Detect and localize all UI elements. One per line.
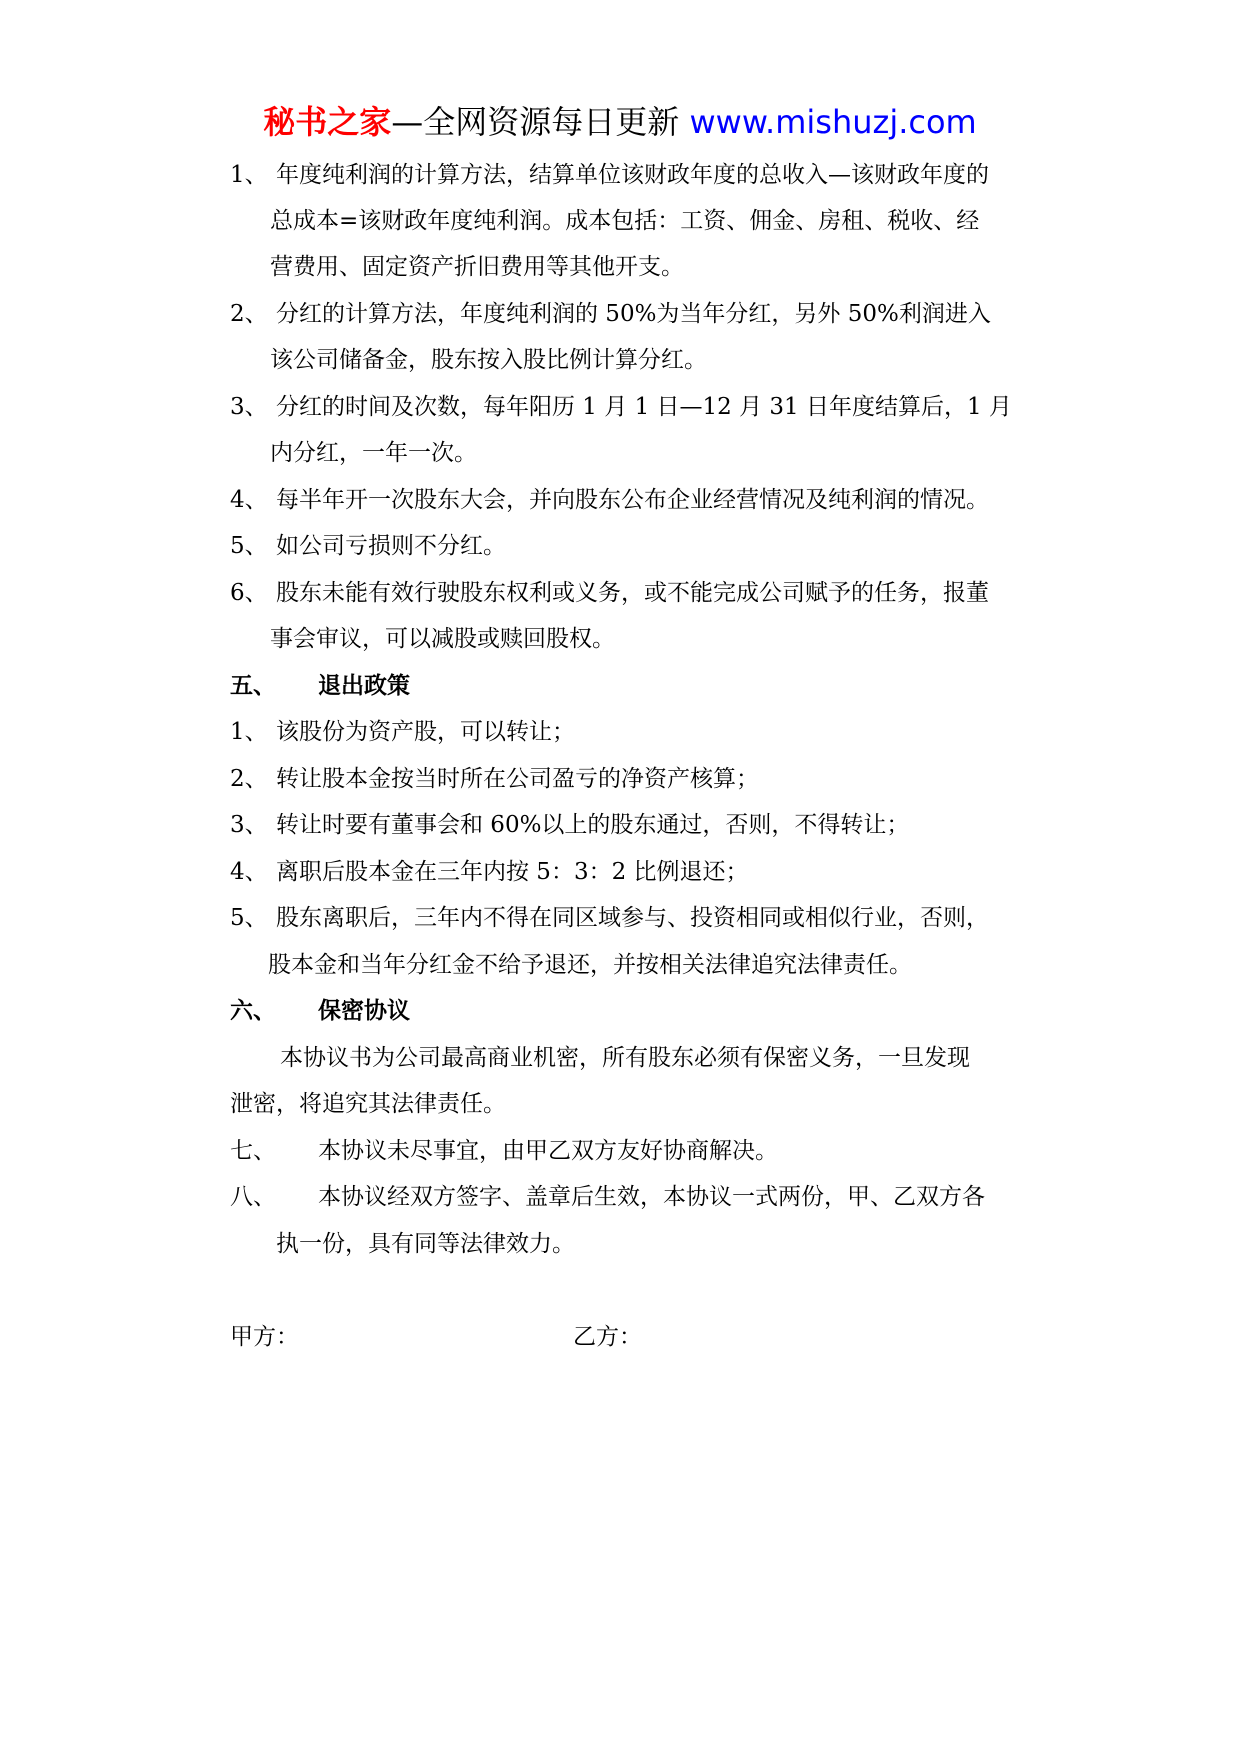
item-number: 3、 (230, 812, 268, 838)
paragraph-line: 执一份，具有同等法律效力。 (276, 1231, 575, 1257)
section-text: 本协议经双方签字、盖章后生效，本协议一式两份，甲、乙双方各 (318, 1184, 985, 1210)
section-number: 八、 (230, 1184, 276, 1210)
item-continuation: 总成本=该财政年度纯利润。成本包括：工资、佣金、房租、税收、经 (270, 208, 980, 234)
item-number: 3、 (230, 394, 268, 420)
item-continuation: 内分红，一年一次。 (270, 440, 477, 466)
item-text: 离职后股本金在三年内按 5：3：2 比例退还； (276, 859, 749, 885)
paragraph-line: 本协议书为公司最高商业机密，所有股东必须有保密义务，一旦发现 (280, 1045, 970, 1071)
item-number: 1、 (230, 719, 268, 745)
item-text: 股东未能有效行驶股东权利或义务，或不能完成公司赋予的任务，报董 (276, 580, 989, 606)
item-text: 年度纯利润的计算方法，结算单位该财政年度的总收入—该财政年度的 (276, 162, 989, 188)
item-text: 转让股本金按当时所在公司盈亏的净资产核算； (276, 766, 759, 792)
section-number: 五、 (230, 672, 276, 699)
section-title: 退出政策 (318, 672, 410, 699)
header-tagline: —全网资源每日更新 (391, 103, 690, 141)
item-text: 分红的时间及次数，每年阳历 1 月 1 日—12 月 31 日年度结算后，1 月 (276, 394, 1012, 420)
party-b-signature: 乙方： (573, 1324, 642, 1350)
item-number: 4、 (230, 487, 268, 513)
item-text: 如公司亏损则不分红。 (276, 533, 506, 559)
item-number: 2、 (230, 301, 268, 327)
item-number: 5、 (230, 905, 268, 931)
watermark-header (0, 100, 1240, 144)
item-continuation: 股本金和当年分红金不给予退还，并按相关法律追究法律责任。 (268, 952, 912, 978)
item-number: 5、 (230, 533, 268, 559)
item-continuation: 该公司储备金，股东按入股比例计算分红。 (270, 347, 707, 373)
section-number: 七、 (230, 1138, 276, 1164)
item-number: 6、 (230, 580, 268, 606)
item-text: 转让时要有董事会和 60%以上的股东通过，否则，不得转让； (276, 812, 910, 838)
item-number: 1、 (230, 162, 268, 188)
item-number: 4、 (230, 859, 268, 885)
party-a-signature: 甲方： (230, 1324, 299, 1350)
item-text: 该股份为资产股，可以转让； (276, 719, 575, 745)
brand-name: 秘书之家 (263, 103, 392, 141)
item-text: 股东离职后，三年内不得在同区域参与、投资相同或相似行业，否则， (276, 905, 989, 931)
item-text: 每半年开一次股东大会，并向股东公布企业经营情况及纯利润的情况。 (276, 487, 989, 513)
section-number: 六、 (230, 997, 276, 1024)
item-continuation: 营费用、固定资产折旧费用等其他开支。 (270, 254, 684, 280)
section-title: 保密协议 (318, 997, 410, 1024)
header-url[interactable]: www.mishuzj.com (689, 103, 977, 141)
paragraph-line: 泄密，将追究其法律责任。 (230, 1091, 506, 1117)
item-text: 分红的计算方法，年度纯利润的 50%为当年分红，另外 50%利润进入 (276, 301, 991, 327)
item-number: 2、 (230, 766, 268, 792)
section-text: 本协议未尽事宜，由甲乙双方友好协商解决。 (318, 1138, 778, 1164)
item-continuation: 事会审议，可以减股或赎回股权。 (270, 626, 615, 652)
